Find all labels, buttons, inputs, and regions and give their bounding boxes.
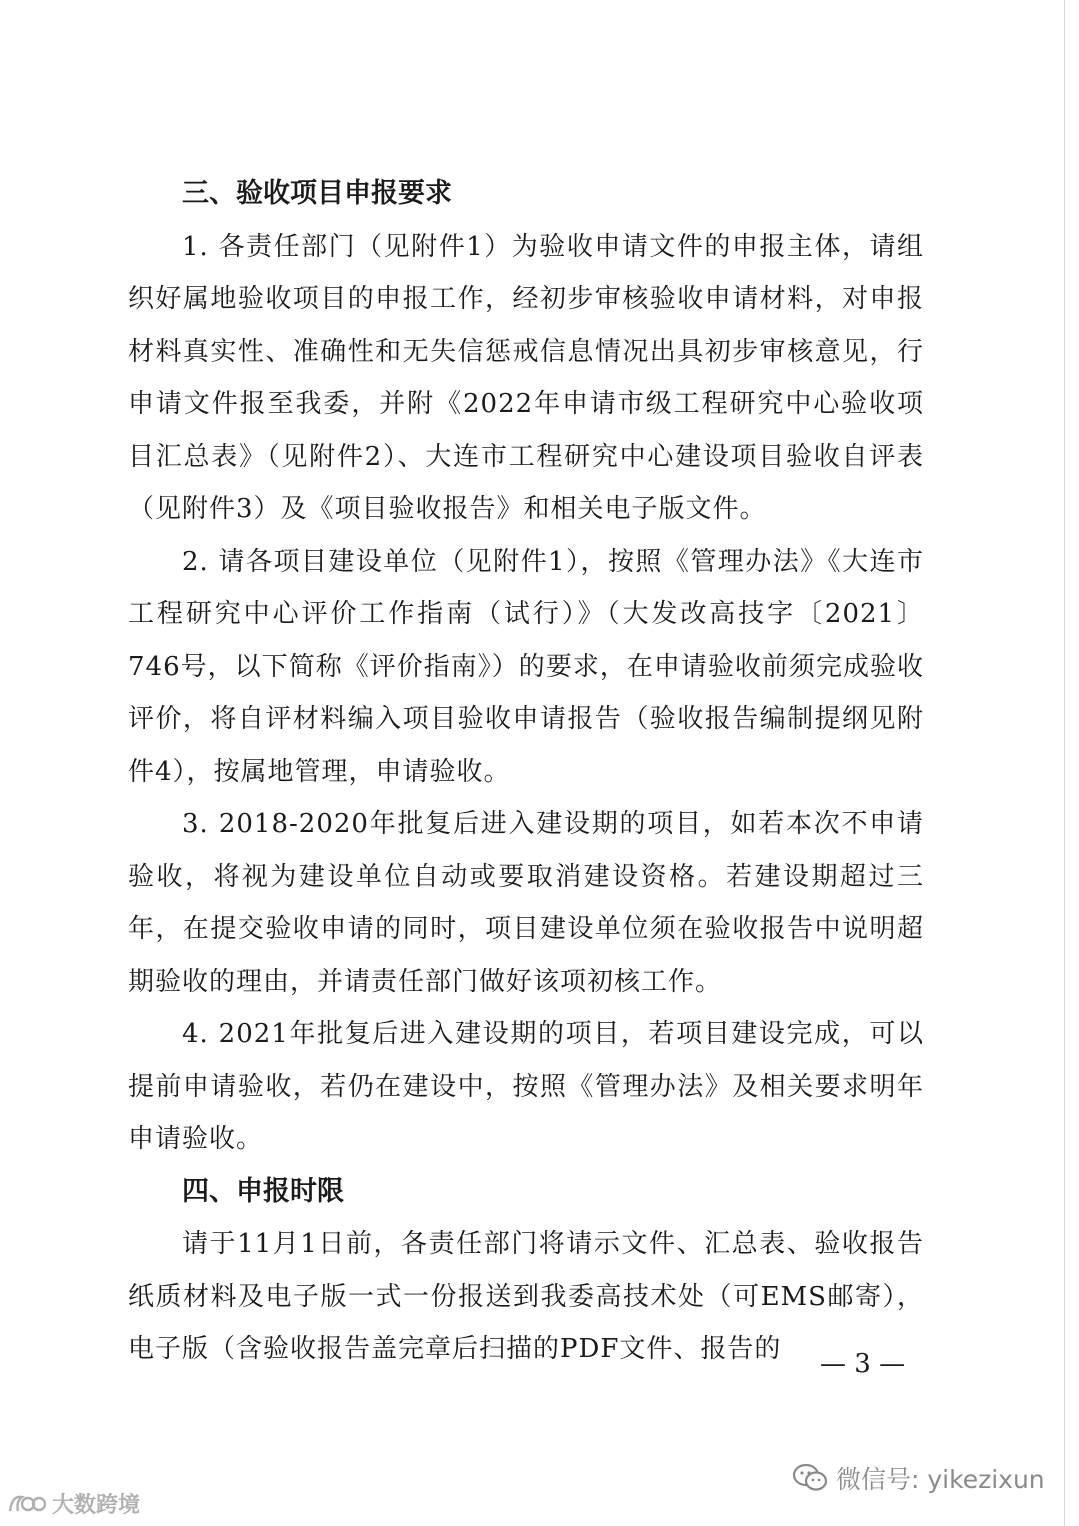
wechat-icon [792, 1463, 828, 1493]
brand-text: 大数跨境 [52, 1493, 141, 1518]
brand-watermark [6, 1488, 140, 1519]
paragraph-3: 3. 2018-2020年批复后进入建设期的项目，如若本次不申请验收，将视为建设单位自动或要取消建设资格。若建设期超过三年，在提交验收申请的同时，项目建设单位须在验收报告中说明超期验收的理由，并请责任部门做好该项初核工作。 [128, 809, 924, 997]
brand-logo-icon [6, 1491, 46, 1517]
page-number: — 3 — [820, 1349, 906, 1379]
page-edge-line [1064, 0, 1065, 1526]
paragraph-4: 4. 2021年批复后进入建设期的项目，若项目建设完成，可以提前申请验收，若仍在建设中，按照《管理办法》及相关要求明年申请验收。 [128, 1019, 924, 1154]
section-heading-3: 三、验收项目申报要求 [182, 178, 452, 209]
wechat-watermark [792, 1460, 1045, 1496]
wechat-id-text: 微信号: yikezixun [836, 1465, 1045, 1494]
section-heading-4: 四、申报时限 [182, 1175, 344, 1207]
document-body [128, 168, 924, 1376]
paragraph-5: 请于11月1日前，各责任部门将请示文件、汇总表、验收报告纸质材料及电子版一式一份报送到我委高技术处（可EMS邮寄），电子版（含验收报告盖完章后扫描的PDF文件、报告的 [128, 1229, 924, 1364]
paragraph-2: 2. 请各项目建设单位（见附件1），按照《管理办法》《大连市工程研究中心评价工作指南（试行）》（大发改高技字〔2021〕746号，以下简称《评价指南》）的要求，在申请验收前须完成验收评价，将自评材料编入项目验收申请报告（验收报告编制提纲见附件4），按属地管理，申请验收。 [128, 546, 924, 787]
paragraph-1: 1. 各责任部门（见附件1）为验收申请文件的申报主体，请组织好属地验收项目的申报工作，经初步审核验收申请材料，对申报材料真实性、准确性和无失信惩戒信息情况出具初步审核意见，行申请文件报至我委，并附《2022年申请市级工程研究中心验收项目汇总表》（见附件2）、大连市工程研究中心建设项目验收自评表（见附件3）及《项目验收报告》和相关电子版文件。 [128, 231, 924, 524]
